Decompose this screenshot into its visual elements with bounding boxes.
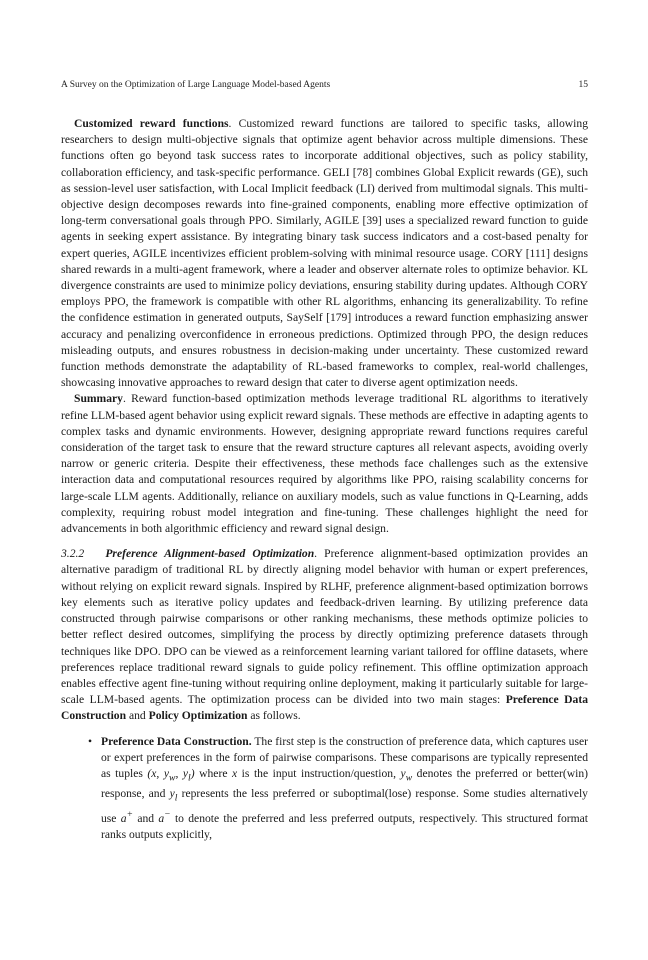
math-tuple [147, 766, 195, 784]
list-item-text: is the input instruction/question, [237, 766, 401, 780]
math-superscript: − [164, 808, 171, 820]
math-variable: x [232, 766, 238, 780]
list-item-text: denotes the preferred or better(win) response, and [101, 766, 588, 801]
math-subscript: w [169, 772, 176, 784]
paragraph-text: . Customized reward functions are tailored to specific tasks, allowing researchers to design multi-objective signals that optimize agent behavior across multiple dimensions. These functions often go beyond task success rates to incorporate additional objectives, such as policy stability, collaboration efficiency, and task-specific performance. GELI [78] combines Global Explicit rewards (GE), such as session-level user satisfaction, with Local Implicit feedback (LI) derived from multimodal signals. This multi-objective design decomposes rewards into fine-grained components, enabling more effective optimization of long-term conversational goals through PPO. Similarly, AGILE [39] uses a specialized reward function to guide agents in seeking expert assistance. By integrating binary task success indicators and a cost-based penalty for expert queries, AGILE incentivizes efficient problem-solving with minimal resource usage. CORY [111] designs shared rewards in a multi-agent framework, where a leader and observer alternate roles to optimize behavior. KL divergence constraints are used to minimize policy deviations, ensuring stability during updates. Although CORY employs PPO, the framework is compatible with other RL algorithms, enhancing its generalizability. To refine the confidence estimation in generated outputs, SaySelf [179] introduces a reward function emphasizing answer accuracy and penalizing overconfidence in erroneous predictions. Optimized through PPO, the design reduces misleading outputs, and ensures robustness in decision-making under uncertainty. These customized reward function methods demonstrate the adaptability of RL-based frameworks to complex, real-world challenges, showcasing innovative approaches to reward design that cater to diverse agent optimization needs. [61, 117, 588, 390]
body-text [61, 116, 588, 843]
list-item-text: The first step is the construction of preference data, which captures user or expert preferences in the form of pairwise comparisons. These comparisons are typically represented as tuples [101, 734, 588, 780]
section-number: 3.2.2 [61, 547, 85, 561]
math-part: (x, y [147, 766, 170, 780]
list-item-text: to denote the preferred and less preferred outputs, respectively. This structured format ranks outputs explicitly, [101, 811, 588, 842]
list-item-text: and [133, 811, 159, 825]
running-title: A Survey on the Optimization of Large Language Model-based Agents [61, 80, 331, 90]
section-title: Preference Alignment-based Optimization [105, 547, 315, 561]
running-header [61, 80, 588, 94]
math-variable [120, 808, 134, 825]
paragraph-lead: Customized reward functions [74, 117, 229, 130]
math-part: , y [175, 766, 189, 780]
math-part: ) [190, 766, 195, 780]
math-part: a [158, 811, 165, 825]
bullet-marker: • [88, 734, 93, 748]
paragraph-text: . Reward function-based optimization methods leverage traditional RL algorithms to iteratively refine LLM-based agent behavior using explicit reward signals. These methods are effective in adapting agents to complex tasks and dynamic environments. However, designing appropriate reward functions requires careful consideration of the target task to ensure that the reward structure captures all relevant aspects, avoiding overly narrow or generic criteria. Despite their effectiveness, these methods face challenges such as the extensive interaction data and computational resources required by algorithms like PPO, raising scalability concerns for large-scale LLM agents. Additionally, reliance on auxiliary models, such as value functions in Q-Learning, adds complexity, requiring robust model integration and fine-tuning. These challenges highlight the need for advancements in both algorithmic efficiency and reward signal design. [61, 392, 588, 536]
math-subscript: l [174, 792, 178, 804]
math-part: y [400, 766, 406, 780]
math-subscript: w [405, 772, 413, 784]
section-3-2-2 [61, 546, 588, 724]
bullet-list [61, 734, 588, 844]
math-subscript: l [188, 772, 191, 784]
paragraph-text: . Preference alignment-based optimization provides an alternative paradigm of traditional RL by directly aligning model behavior with human or expert preferences, without relying on explicit reward signals. Inspired by RLHF, preference alignment-based optimization borrows key elements such as iterative policy updates and feedback-driven learning. By utilizing preference data constructed through pairwise comparisons or other ranking mechanisms, these methods optimize policies to better reflect desired outcomes, simplifying the process by directly optimizing preference datasets through techniques like DPO. DPO can be viewed as a reinforcement learning variant tailored for offline datasets, where preferences replace traditional reward signals to guide policy refinement. This offline optimization approach enables effective agent fine-tuning without requiring online deployment, making it particularly suitable for large-scale LLM-based agents. The optimization process can be divided into two main stages: [61, 547, 588, 707]
math-variable [158, 808, 171, 825]
math-part: a [120, 811, 127, 825]
math-superscript: + [126, 808, 134, 820]
stage-label: Preference Data Construction [61, 693, 588, 723]
paragraph-customized-reward-functions [61, 116, 588, 391]
list-item-text: represents the less preferred or suboptimal(lose) response. Some studies alternatively use [101, 787, 588, 825]
paragraph-summary [61, 391, 588, 537]
math-part: y [169, 787, 175, 801]
stage-label: Policy Optimization [148, 709, 248, 723]
paragraph-text: as follows. [247, 709, 301, 723]
paragraph-lead: Summary [74, 392, 123, 406]
math-variable [400, 766, 413, 784]
paragraph-text: and [126, 709, 149, 723]
list-item-text: where [194, 766, 232, 780]
list-item-lead: Preference Data Construction. [101, 734, 252, 748]
list-item [88, 734, 588, 844]
page-number: 15 [578, 80, 588, 90]
